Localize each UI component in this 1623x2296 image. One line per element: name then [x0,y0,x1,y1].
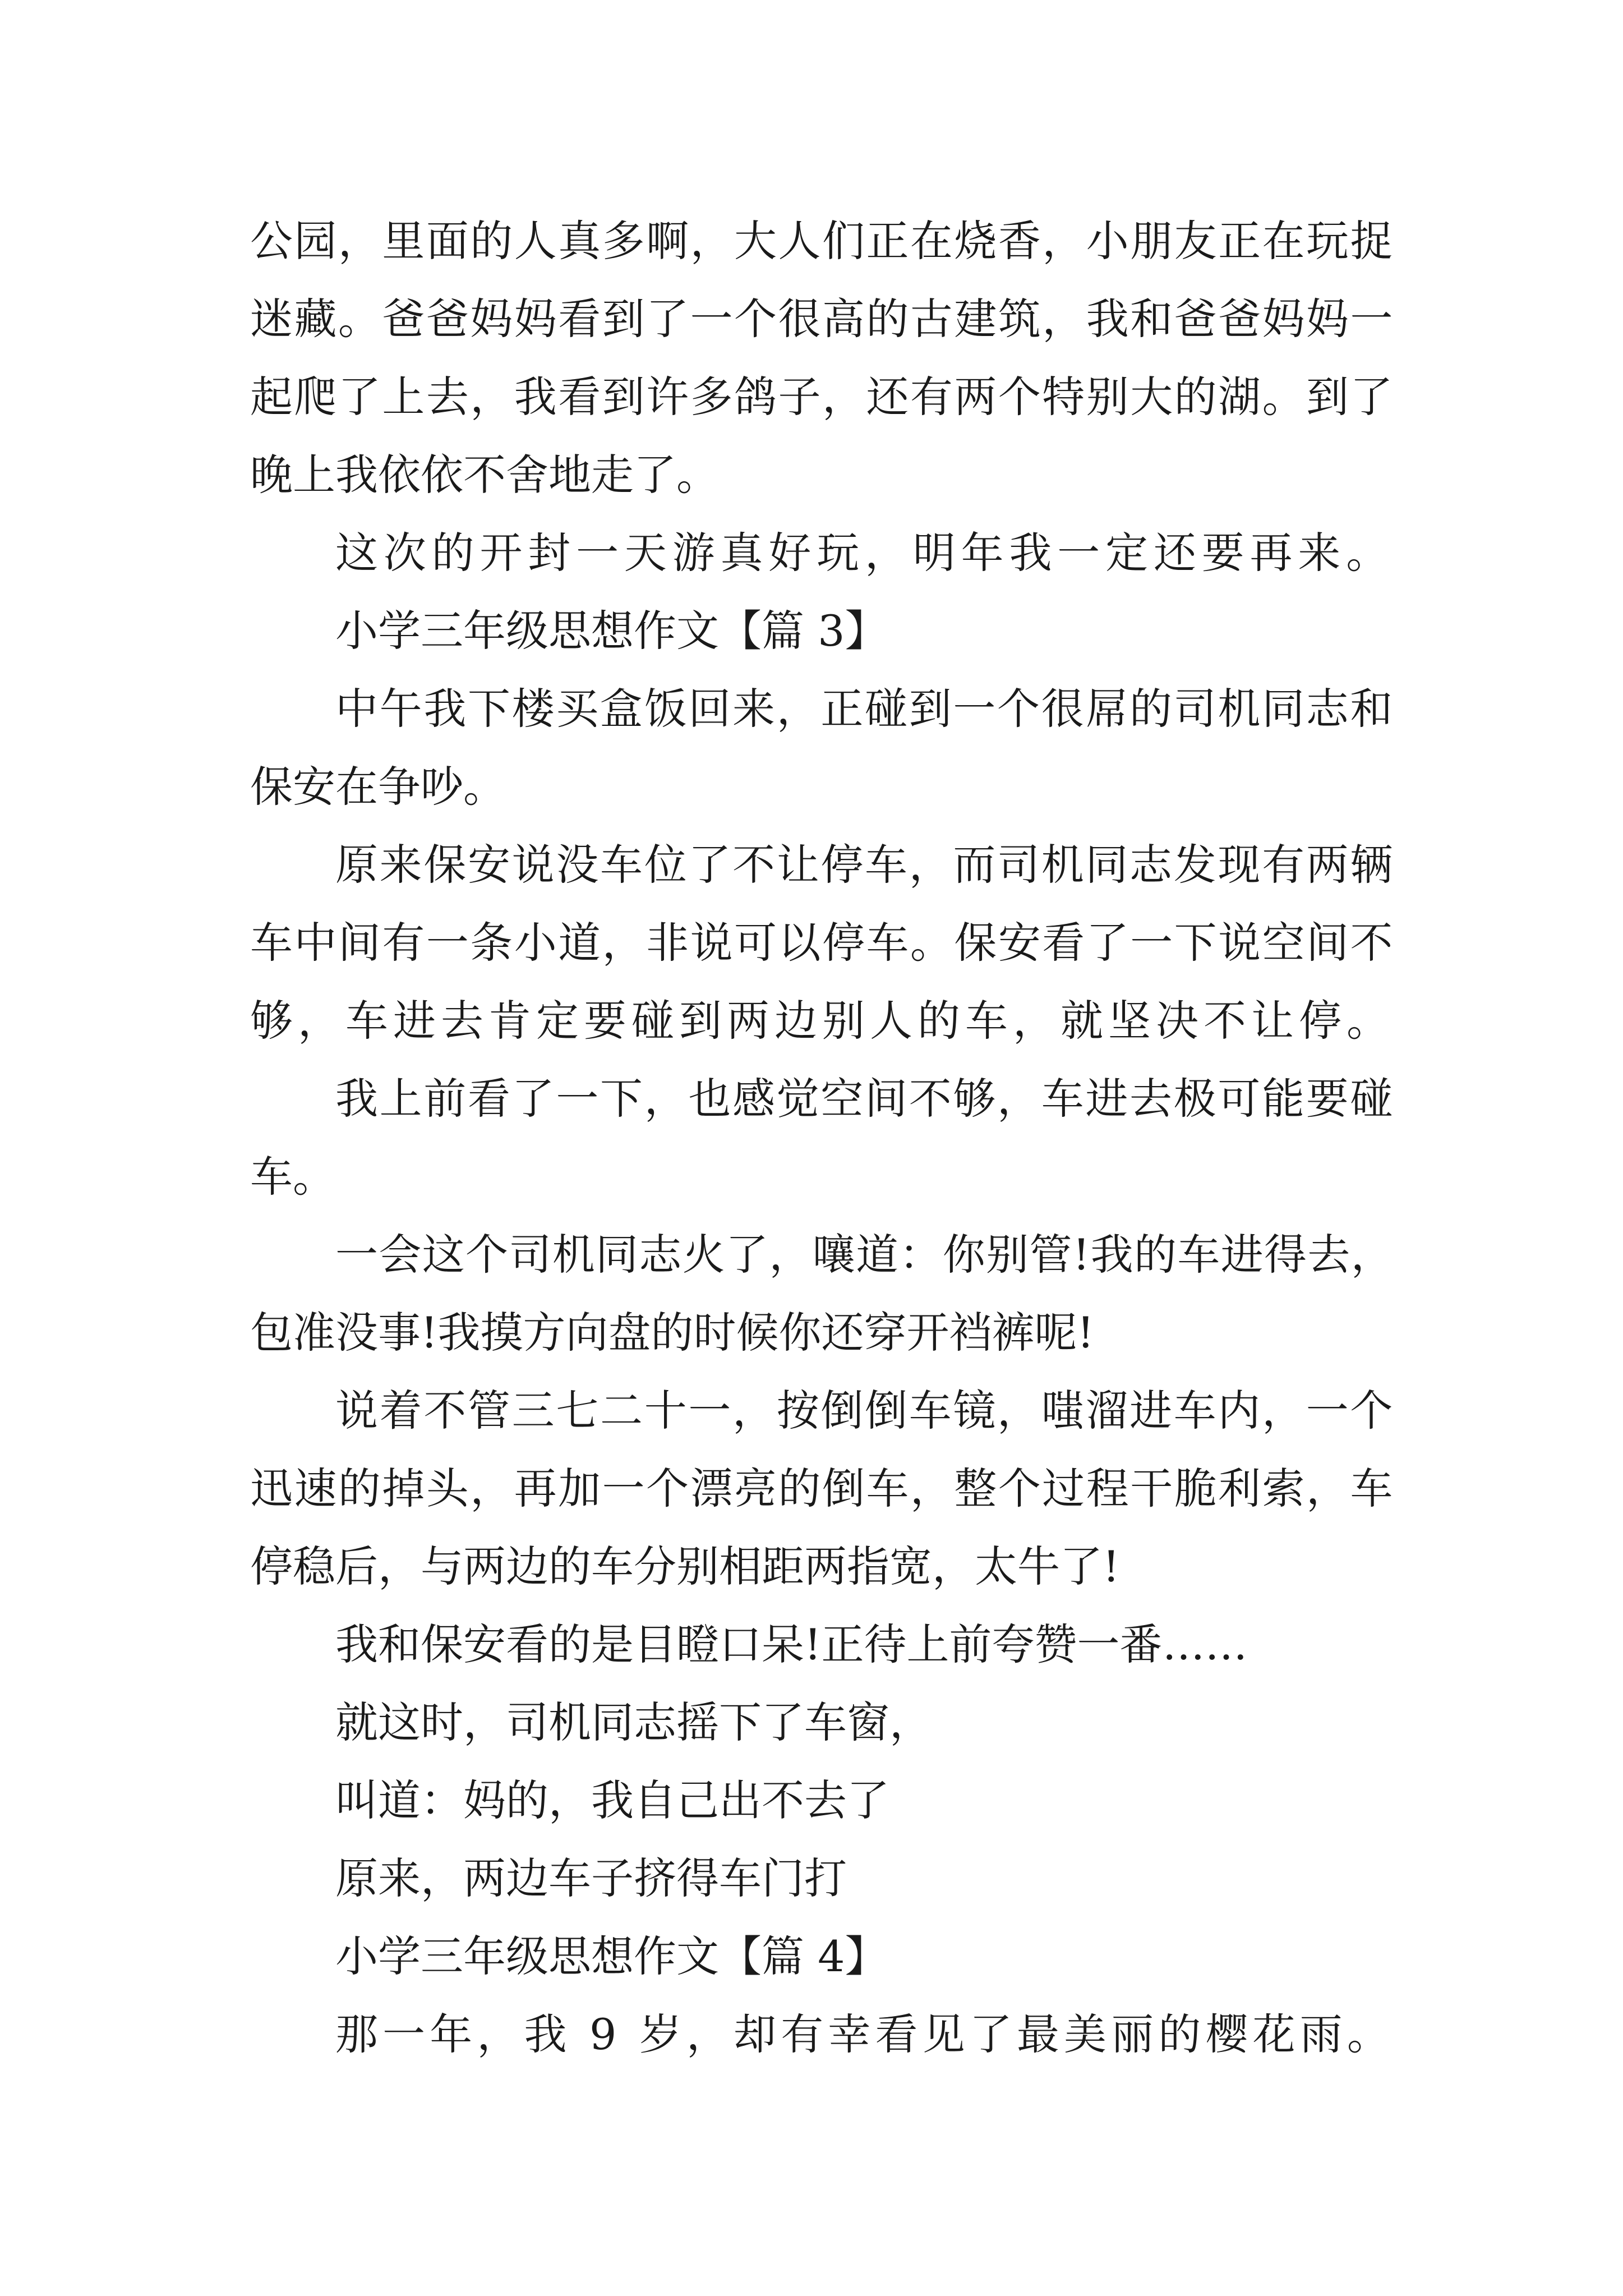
text-line: 小学三年级思想作文【篇 3】 [335,606,888,656]
text-line: 晚上我依依不舍地走了。 [250,450,719,500]
text-line: 一会这个司机同志火了，嚷道：你别管!我的车进得去， [335,1230,1395,1280]
document-body [250,202,1394,2073]
text-line: 我和保安看的是目瞪口呆!正待上前夸赞一番…… [335,1619,1248,1669]
text-line: 小学三年级思想作文【篇 4】 [335,1931,888,1981]
text-line: 起爬了上去，我看到许多鸽子，还有两个特别大的湖。到了 [250,372,1394,422]
text-line: 说着不管三七二十一，按倒倒车镜，嗤溜进车内，一个 [335,1386,1395,1435]
text-line: 叫道：妈的，我自己出不去了 [335,1775,889,1825]
text-line: 车。 [250,1152,335,1202]
text-line: 原来，两边车子挤得车门打 [335,1853,847,1903]
text-line: 车中间有一条小道，非说可以停车。保安看了一下说空间不 [250,918,1394,968]
text-line: 够，车进去肯定要碰到两边别人的车，就坚决不让停。 [250,996,1394,1046]
text-line: 公园，里面的人真多啊，大人们正在烧香，小朋友正在玩捉 [250,216,1394,266]
text-line: 停稳后，与两边的车分别相距两指宽，太牛了! [250,1542,1120,1591]
text-line: 我上前看了一下，也感觉空间不够，车进去极可能要碰 [335,1074,1395,1124]
text-line: 包准没事!我摸方向盘的时候你还穿开裆裤呢! [250,1308,1095,1358]
text-line: 迷藏。爸爸妈妈看到了一个很高的古建筑，我和爸爸妈妈一 [250,294,1394,344]
text-line: 迅速的掉头，再加一个漂亮的倒车，整个过程干脆利索，车 [250,1464,1394,1513]
text-line: 中午我下楼买盒饭回来，正碰到一个很屌的司机同志和 [335,684,1395,734]
text-line: 保安在争吵。 [250,762,506,812]
text-line: 就这时，司机同志摇下了车窗， [335,1697,932,1747]
text-line: 那一年，我 9 岁，却有幸看见了最美丽的樱花雨。 [335,2009,1395,2059]
text-line: 原来保安说没车位了不让停车，而司机同志发现有两辆 [335,840,1395,890]
text-line: 这次的开封一天游真好玩，明年我一定还要再来。 [335,528,1395,578]
